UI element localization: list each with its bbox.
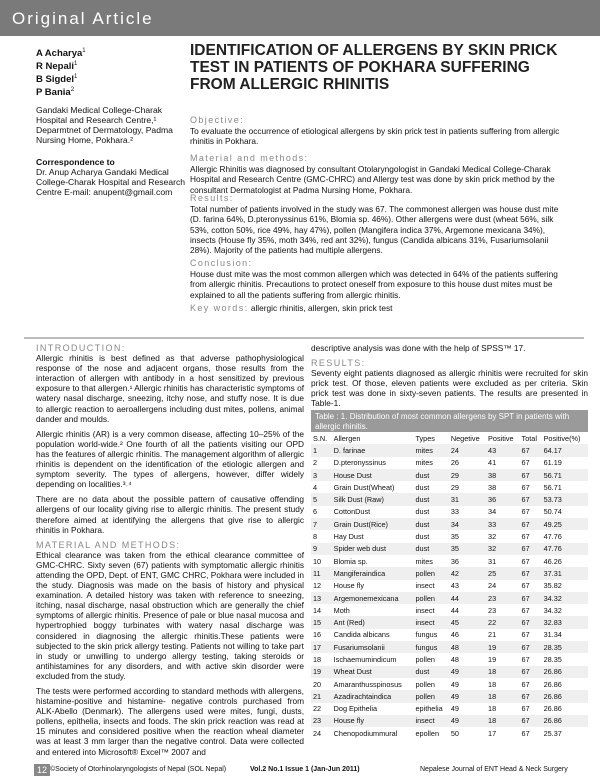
table-row (311, 543, 588, 555)
table-cell: 34.32 (542, 592, 588, 604)
table-cell: 8 (313, 532, 318, 542)
table-cell: 32 (486, 543, 520, 555)
methods-heading: Material and methods: (190, 153, 309, 163)
table-cell: 18 (486, 666, 520, 678)
table-cell: 36 (486, 493, 520, 505)
table-cell: 28.35 (542, 641, 588, 653)
table-cell: CottonDust (333, 507, 371, 517)
table-cell: 18 (488, 704, 497, 714)
abstract-methods (190, 153, 570, 195)
table-cell: Moth (333, 605, 350, 615)
table-row (311, 518, 588, 530)
table-row (311, 703, 588, 715)
table-header-row (311, 432, 588, 444)
table-cell: 25 (486, 567, 520, 579)
table-header-cell: Positive(%) (542, 432, 588, 444)
table-cell: 67 (521, 556, 530, 566)
table-cell: 29 (450, 482, 459, 492)
table-cell: 50.74 (543, 507, 562, 517)
footer-volume: Vol.2 No.1 Issue 1 (Jan-Jun 2011) (250, 766, 360, 773)
table-cell: 43 (450, 581, 459, 591)
results-text: Total number of patients involved in the study was 67. The commonest allergen was house dust mite (D. farina 64%, D.pteronyssinus 61%, Blomia sp. 46%). Other allergens were dust (wheat 56%, silk 53%, cotton 50%, rice 49%, hay 47%), pollen (Mangifera indica 37%, Argemone mexicana 34%), insects (House fly 35%, moth 34%, red ant 32%), fungus (Candida albicans 31%, Fusariumsolanii 28%). Majority of the patients had multiple allergens. (190, 204, 559, 256)
methods-paragraph-2: The tests were performed according to standard methods with allergens, histamine-positive and histamine- negative controls purchased from ALK-Abello (Denmark). The allergens used were mites, fungi, dusts, pollens, epithelia, insects and foods. The skin prick reaction was read at 15 minutes and considered positive when the reaction wheal diameter was at least 3 mm larger than the negative control. Data were collected and entered into Microsoft® Excel™ 2007 and (36, 686, 304, 757)
table-cell: 18 (486, 715, 520, 727)
table-cell: 42 (449, 567, 486, 579)
intro-paragraph-2: Allergic rhinitis (AR) is a very common disease, affecting 10–25% of the population world-wide.² One fourth of all the patients visiting our OPD has the features of allergic rhinitis. The management algorithm of allergic rhinitis is dependent on the identification of the etiologic allergen and symptom severity. The types of allergens, however, differ widely depending on localities.³˒⁴ (36, 428, 304, 490)
table-cell: 36 (450, 556, 459, 566)
table-row (311, 629, 588, 641)
table-cell: 18 (486, 690, 520, 702)
table-cell: 67 (520, 518, 542, 530)
table-row (311, 493, 588, 505)
table-cell: 19 (311, 666, 332, 678)
table-cell: dust (413, 518, 448, 530)
table-cell: 67 (520, 592, 542, 604)
table-row (311, 481, 588, 493)
table-row (311, 727, 588, 739)
methods-text: Allergic Rhinitis was diagnosed by consultant Otolaryngologist in Gandaki Medical College-Charak Hospital and Research Centre (GMC-CHRC) and Allergy test was done by skin prick method by the consultant Dermatologist at Padma Nursing Home, Pokhara. (190, 164, 555, 195)
table-cell: Grain Dust(Rice) (332, 518, 414, 530)
table-cell: 26.86 (543, 679, 562, 689)
intro-paragraph-1: Allergic rhinitis is best defined as that adverse pathophysiological response of the nose and adjacent organs, those results from the interaction of allergen with antibody in a host sensitized by previous exposure to that allergen.¹ Allergic rhinitis has characteristic symptoms of watery nasal discharge, sneezing, itchy nose, and stuffy nose. It is due to allergic reaction to aeroallergens including dust mites, pollens, animal dander and moulds. (36, 353, 304, 424)
affiliation: Gandaki Medical College-Charak Hospital and Research Centre,¹ Deparmtnet of Dermatology, Padma Nursing Home, Pokhara.² (36, 104, 173, 145)
methods-continuation: descriptive analysis was done with the help of SPSS™ 17. (311, 343, 526, 353)
table-row (311, 604, 588, 616)
table-row (311, 592, 588, 604)
table-cell: 33 (486, 518, 520, 530)
table-cell: D.pteronyssinus (333, 458, 386, 468)
table-cell: 26.86 (542, 666, 588, 678)
table-cell: 67 (520, 543, 542, 555)
table-cell: 46.26 (543, 556, 562, 566)
table-cell: 26.86 (543, 704, 562, 714)
abstract-results (190, 193, 570, 255)
table-cell: 26 (450, 458, 459, 468)
table-cell: epithelia (415, 704, 443, 714)
table-cell: Ant (Red) (332, 616, 414, 628)
abstract-conclusion (190, 258, 570, 300)
table-cell: Silk Dust (Raw) (332, 493, 414, 505)
table-cell: 67 (520, 444, 542, 456)
table-cell: Wheat Dust (332, 666, 414, 678)
author-3: B Sigdel$^1$ (36, 74, 78, 86)
table-cell: 22 (313, 704, 322, 714)
section-divider (24, 337, 584, 339)
author-1: A Acharya$^1$ (36, 48, 86, 60)
table-cell: Candida albicans (333, 630, 390, 640)
table-cell: 23 (486, 592, 520, 604)
table-cell: 67 (520, 715, 542, 727)
table-cell: Hay Dust (333, 532, 364, 542)
table-cell: 29 (449, 469, 486, 481)
table-cell: 24 (313, 728, 322, 738)
table-cell: 67 (520, 469, 542, 481)
table-cell: 2 (313, 458, 318, 468)
table-cell: dust (415, 532, 430, 542)
author-4: P Bania$^2$ (36, 87, 75, 99)
table-cell: 7 (311, 518, 332, 530)
author-block (36, 46, 186, 197)
table-cell: 49.25 (542, 518, 588, 530)
results-heading: Results: (190, 193, 234, 203)
table-caption: Table : 1. Distribution of most common allergens by SPT in patients with allergic rhinitis. (311, 410, 588, 433)
table-header-cell: Negetive (449, 432, 486, 444)
table-cell: 4 (313, 482, 318, 492)
table-cell: Fusariumsolanii (332, 641, 414, 653)
table-cell: 67 (521, 630, 530, 640)
table-cell: 67 (521, 605, 530, 615)
table-cell: 15 (311, 616, 332, 628)
table-cell: 11 (311, 567, 332, 579)
table-cell: 31 (488, 556, 497, 566)
table-row (311, 530, 588, 542)
table-cell: 16 (313, 630, 322, 640)
table-cell: 31 (449, 493, 486, 505)
table-header-cell: Allergen (332, 432, 414, 444)
table-cell: pollen (413, 567, 448, 579)
table-cell: mites (415, 556, 433, 566)
table-header-cell: Types (413, 432, 448, 444)
objective-heading: Objective: (190, 115, 245, 125)
abstract-objective (190, 115, 570, 147)
methods-paragraph-1: Ethical clearance was taken from the ethical clearance committee of GMC-CHRC. Sixty seven (67) patients with symptomatic allergic rhinitis attending the OPD, Dept. of ENT, GMC CHRC, Pokhara were included in the study. Diagnosis was made on the basis of history and physical examination. A detailed history was taken with reference to sneezing, itching, nasal discharge, nasal obstruction which are generally the chief symptoms of allergic rhinitis. Presence of pale or blue nasal mucosa and hypertrophied boggy turbinates with watery nasal discharge was considered in diagnosing the allergic rhinitis.These patients were subjected to the skin prick allergy testing. Patients not willing to take part in study or unwilling to undergo allergy testing, taking steroids or antihistamines for any disorders, and with active skin disorder were excluded from the study. (36, 549, 304, 681)
table-cell: pollen (413, 690, 448, 702)
article-type-bar (0, 0, 600, 36)
results-paragraph-1: Seventy eight patients diagnosed as allergic rhinitis were recruited for skin prick test. Of those, eleven patients were excluded as per criteria. Skin prick test was done in sixty-seven patients. The results are presented in Table-1. (311, 368, 588, 409)
table-cell: 67 (521, 532, 530, 542)
table-cell: 24 (488, 581, 497, 591)
table-cell: mites (415, 458, 433, 468)
table-cell: House fly (332, 715, 414, 727)
table-cell: 44 (449, 592, 486, 604)
table-cell: 18 (313, 654, 322, 664)
right-body-column (311, 343, 588, 414)
footer-journal: Nepalese Journal of ENT Head & Neck Surgery (420, 766, 568, 773)
table-cell: dust (413, 469, 448, 481)
table-cell: Dog Epithelia (333, 704, 378, 714)
table-cell: 19 (488, 654, 497, 664)
table-cell: 10 (313, 556, 322, 566)
table-cell: 21 (311, 690, 332, 702)
abstract-keywords (190, 303, 570, 313)
table-cell: 67 (520, 641, 542, 653)
page-footer (0, 760, 600, 779)
table-cell: 21 (488, 630, 497, 640)
table-cell: 35 (449, 543, 486, 555)
table-cell: 12 (313, 581, 322, 591)
table-cell: dust (415, 507, 430, 517)
table-cell: 23 (488, 605, 497, 615)
table-cell: 49 (449, 666, 486, 678)
table-cell: 67 (521, 654, 530, 664)
page-number: 12 (34, 764, 50, 776)
table-cell: 56.71 (543, 482, 562, 492)
table-cell: 25.37 (543, 728, 562, 738)
objective-text: To evaluate the occurrence of etiological allergens by skin prick test in patients suffering from allergic rhinitis in Pokhara. (190, 126, 560, 147)
table-cell: 50 (450, 728, 459, 738)
table-cell: insect (413, 616, 448, 628)
table-cell: 24 (449, 444, 486, 456)
conclusion-heading: Conclusion: (190, 258, 253, 268)
table-cell: 44 (450, 605, 459, 615)
intro-heading: INTRODUCTION: (36, 343, 126, 353)
table-cell: 67 (520, 616, 542, 628)
table-cell: 67 (520, 666, 542, 678)
conclusion-text: House dust mite was the most common allergen which was detected in 64% of the patients suffering from allergic rhinitis. Precautions to protect oneself from exposure to this house dust mites must be explained to all the patients suffering from allergic rhinitis. (190, 269, 558, 300)
table-cell: 67 (521, 458, 530, 468)
table-cell: 67 (520, 567, 542, 579)
table-cell: dust (415, 482, 430, 492)
table-cell: Ischaemumindicum (333, 654, 397, 664)
table-row (311, 567, 588, 579)
table-cell: fungus (413, 641, 448, 653)
table-cell: 49 (449, 715, 486, 727)
correspondence-text: Dr. Anup Acharya Gandaki Medical College-Charak Hospital and Research Centre E-mail: anupent@gmail.com (36, 166, 186, 197)
table-cell: 23 (311, 715, 332, 727)
table-cell: Mangiferaindica (332, 567, 414, 579)
table-cell: 26.86 (542, 690, 588, 702)
table-header-cell: S.N. (311, 432, 332, 444)
table-cell: 67 (520, 493, 542, 505)
table-cell: pollen (415, 679, 435, 689)
table-row (311, 444, 588, 456)
correspondence-heading: Correspondence to (36, 156, 115, 167)
intro-paragraph-3: There are no data about the possible pattern of causative offending allergens of our locality giving rise to allergic rhinitis. The present study therefore aimed at identifying the allergens that give rise to allergic rhinitis in Pokhara. (36, 494, 304, 535)
table-cell: fungus (415, 630, 438, 640)
table-cell: Amaranthusspinosus (333, 679, 402, 689)
table-cell: dust (413, 666, 448, 678)
table-cell: 13 (311, 592, 332, 604)
table-cell: 38 (488, 482, 497, 492)
article-type-label: Original Article (12, 9, 154, 28)
table-cell: 38 (486, 469, 520, 481)
table-cell: 32 (488, 532, 497, 542)
table-cell: dust (413, 493, 448, 505)
table-cell: Argemonemexicana (332, 592, 414, 604)
table-cell: epollen (415, 728, 440, 738)
table-header-cell: Total (520, 432, 542, 444)
table-cell: 67 (521, 482, 530, 492)
methods-body-heading: MATERIAL AND METHODS: (36, 539, 181, 550)
article-title: IDENTIFICATION OF ALLERGENS BY SKIN PRICK TEST IN PATIENTS OF POKHARA SUFFERING FROM ALLERGIC RHINITIS (190, 42, 558, 93)
table-cell: 47.76 (543, 532, 562, 542)
table-row (311, 469, 588, 481)
table-row (311, 457, 588, 469)
table-cell: 49 (449, 690, 486, 702)
table-cell: 64.17 (542, 444, 588, 456)
allergen-table (311, 432, 588, 739)
table-cell: 18 (488, 679, 497, 689)
table-cell: Azadirachtaindica (332, 690, 414, 702)
table-cell: 49 (450, 679, 459, 689)
table-cell: insect (413, 715, 448, 727)
table-cell: 67 (520, 690, 542, 702)
table-cell: insect (415, 581, 435, 591)
table-row (311, 715, 588, 727)
table-cell: 46 (450, 630, 459, 640)
table-cell: House Dust (332, 469, 414, 481)
table-cell: Chenopodiummural (333, 728, 398, 738)
table-cell: D. farinae (332, 444, 414, 456)
table-cell: 32.83 (542, 616, 588, 628)
table-cell: 67 (521, 704, 530, 714)
table-cell: Spider web dust (332, 543, 414, 555)
table-cell: 43 (486, 444, 520, 456)
table-cell: 19 (486, 641, 520, 653)
table-cell: 33 (450, 507, 459, 517)
table-cell: House fly (333, 581, 365, 591)
table-cell: 9 (311, 543, 332, 555)
table-cell: Blomia sp. (333, 556, 368, 566)
table-cell: 3 (311, 469, 332, 481)
table-cell: 34 (488, 507, 497, 517)
left-body-column (36, 343, 304, 762)
table-row (311, 506, 588, 518)
table-cell: pollen (415, 654, 435, 664)
table-cell: 20 (313, 679, 322, 689)
table-cell: 22 (486, 616, 520, 628)
keywords-text: allergic rhinitis, allergen, skin prick test (250, 303, 393, 313)
table-cell: dust (413, 543, 448, 555)
table-row (311, 616, 588, 628)
table-row (311, 555, 588, 567)
table-row (311, 641, 588, 653)
table-cell: 31.34 (543, 630, 562, 640)
table-cell: 17 (488, 728, 497, 738)
table-cell: mites (413, 444, 448, 456)
results-body-heading: RESULTS: (311, 358, 366, 369)
table-row (311, 580, 588, 592)
keywords-heading: Key words: (190, 303, 249, 313)
table-cell: 14 (313, 605, 322, 615)
table-row (311, 690, 588, 702)
table-cell: 67 (521, 679, 530, 689)
table-cell: 56.71 (542, 469, 588, 481)
table-cell: 48 (450, 654, 459, 664)
author-2: R Nepali$^1$ (36, 61, 78, 73)
table-cell: 47.76 (542, 543, 588, 555)
table-cell: pollen (413, 592, 448, 604)
table-row (311, 666, 588, 678)
table-cell: 45 (449, 616, 486, 628)
table-cell: 17 (311, 641, 332, 653)
table-row (311, 678, 588, 690)
footer-copyright: ©Society of Otorhinolaryngologists of Nepal (SOL Nepal) (50, 766, 227, 773)
table-cell: 35.82 (543, 581, 562, 591)
table-cell: 35 (450, 532, 459, 542)
table-cell: 67 (521, 728, 530, 738)
table-cell: 49 (450, 704, 459, 714)
table-cell: 37.31 (542, 567, 588, 579)
table-cell: 26.86 (542, 715, 588, 727)
table-cell: Grain Dust(Wheat) (333, 482, 395, 492)
table-cell: 1 (311, 444, 332, 456)
table-cell: 6 (313, 507, 318, 517)
table-cell: 34.32 (543, 605, 562, 615)
table-cell: 34 (449, 518, 486, 530)
table-cell: 48 (449, 641, 486, 653)
table-cell: 61.19 (543, 458, 562, 468)
table-cell: insect (415, 605, 435, 615)
table-header-cell: Positive (486, 432, 520, 444)
table-cell: 67 (521, 581, 530, 591)
table-cell: 41 (488, 458, 497, 468)
table-cell: 53.73 (542, 493, 588, 505)
table-cell: 5 (311, 493, 332, 505)
table-row (311, 653, 588, 665)
table-cell: 28.35 (543, 654, 562, 664)
table-cell: 67 (521, 507, 530, 517)
